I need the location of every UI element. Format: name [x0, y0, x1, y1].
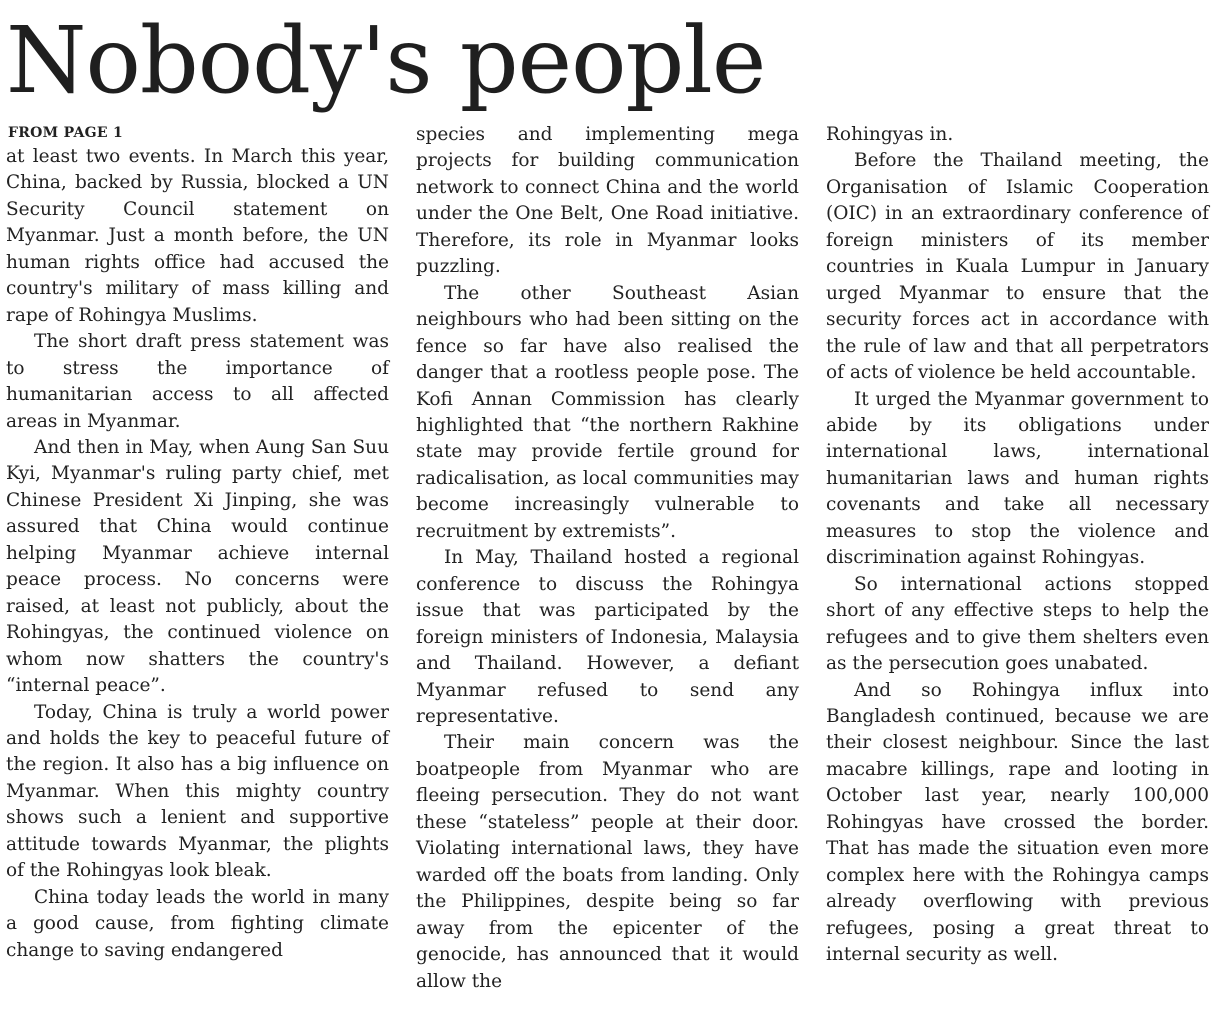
paragraph: The short draft press statement was to stress the importance of humanitarian access to all affected areas in Myanmar. — [6, 331, 389, 432]
paragraph: It urged the Myanmar government to abide by its obligations under international laws, international humanitarian laws and human rights covenants and take all necessary measures to stop the violence and discrimination against Rohingyas. — [826, 388, 1209, 569]
paragraph: The other Southeast Asian neighbours who had been sitting on the fence so far have also realised the danger that a rootless people pose. The Kofi Annan Commission has clearly highlighted that “the northern Rakhine state may provide fertile ground for radicalisation, as local communities may become increasingly vulnerable to recruitment by extremists”. — [416, 282, 799, 542]
paragraph: And then in May, when Aung San Suu Kyi, Myanmar's ruling party chief, met Chinese President Xi Jinping, she was assured that China would continue helping Myanmar achieve internal peace process. No concerns were raised, at least not publicly, about the Rohingyas, the continued violence on whom now shatters the country's “internal peace”. — [6, 436, 389, 697]
paragraph: Their main concern was the boatpeople from Myanmar who are fleeing persecution. They do not want these “stateless” people at their door. Violating international laws, they have warded off the boats from landing. Only the Philippines, despite being so far away from the epicenter of the genocide, has announced that it would allow the — [416, 732, 799, 992]
paragraph: species and implementing mega projects for building communication network to connect China and the world under the One Belt, One Road initiative. Therefore, its role in Myanmar looks puzzling. — [416, 124, 799, 278]
paragraph: So international actions stopped short of any effective steps to help the refugees and to give them shelters even as the persecution goes unabated. — [826, 573, 1209, 675]
headline: Nobody's people — [6, 7, 766, 114]
paragraph: Today, China is truly a world power and holds the key to peaceful future of the region. It also has a big influence on Myanmar. When this mighty country shows such a lenient and supportive attitude towards Myanmar, the plights of the Rohingyas look bleak. — [6, 701, 389, 882]
paragraph: And so Rohingya influx into Bangladesh continued, because we are their closest neighbour. Since the last macabre killings, rape and looting in October last year, nearly 100,000 Rohingyas have crossed the border. That has made the situation even more complex here with the Rohingya camps already overflowing with previous refugees, posing a great threat to internal security as well. — [826, 679, 1209, 966]
paragraph: at least two events. In March this year, China, backed by Russia, blocked a UN Security Council statement on Myanmar. Just a month before, the UN human rights office had accused the country's military of mass killing and rape of Rohingya Muslims. — [6, 146, 389, 326]
paragraph: Rohingyas in. — [826, 124, 954, 145]
article-column-1 — [6, 144, 389, 964]
paragraph: China today leads the world in many a good cause, from fighting climate change to saving endangered — [6, 886, 389, 961]
continuation-label: FROM PAGE 1 — [8, 125, 124, 141]
article-column-2 — [416, 122, 799, 995]
paragraph: Before the Thailand meeting, the Organisation of Islamic Cooperation (OIC) in an extraordinary conference of foreign ministers of its member countries in Kuala Lumpur in January urged Myanmar to ensure that the security forces act in accordance with the rule of law and that all perpetrators of acts of violence be held accountable. — [826, 150, 1209, 384]
article-column-3 — [826, 122, 1209, 969]
paragraph: In May, Thailand hosted a regional conference to discuss the Rohingya issue that was participated by the foreign ministers of Indonesia, Malaysia and Thailand. However, a defiant Myanmar refused to send any representative. — [416, 547, 799, 727]
